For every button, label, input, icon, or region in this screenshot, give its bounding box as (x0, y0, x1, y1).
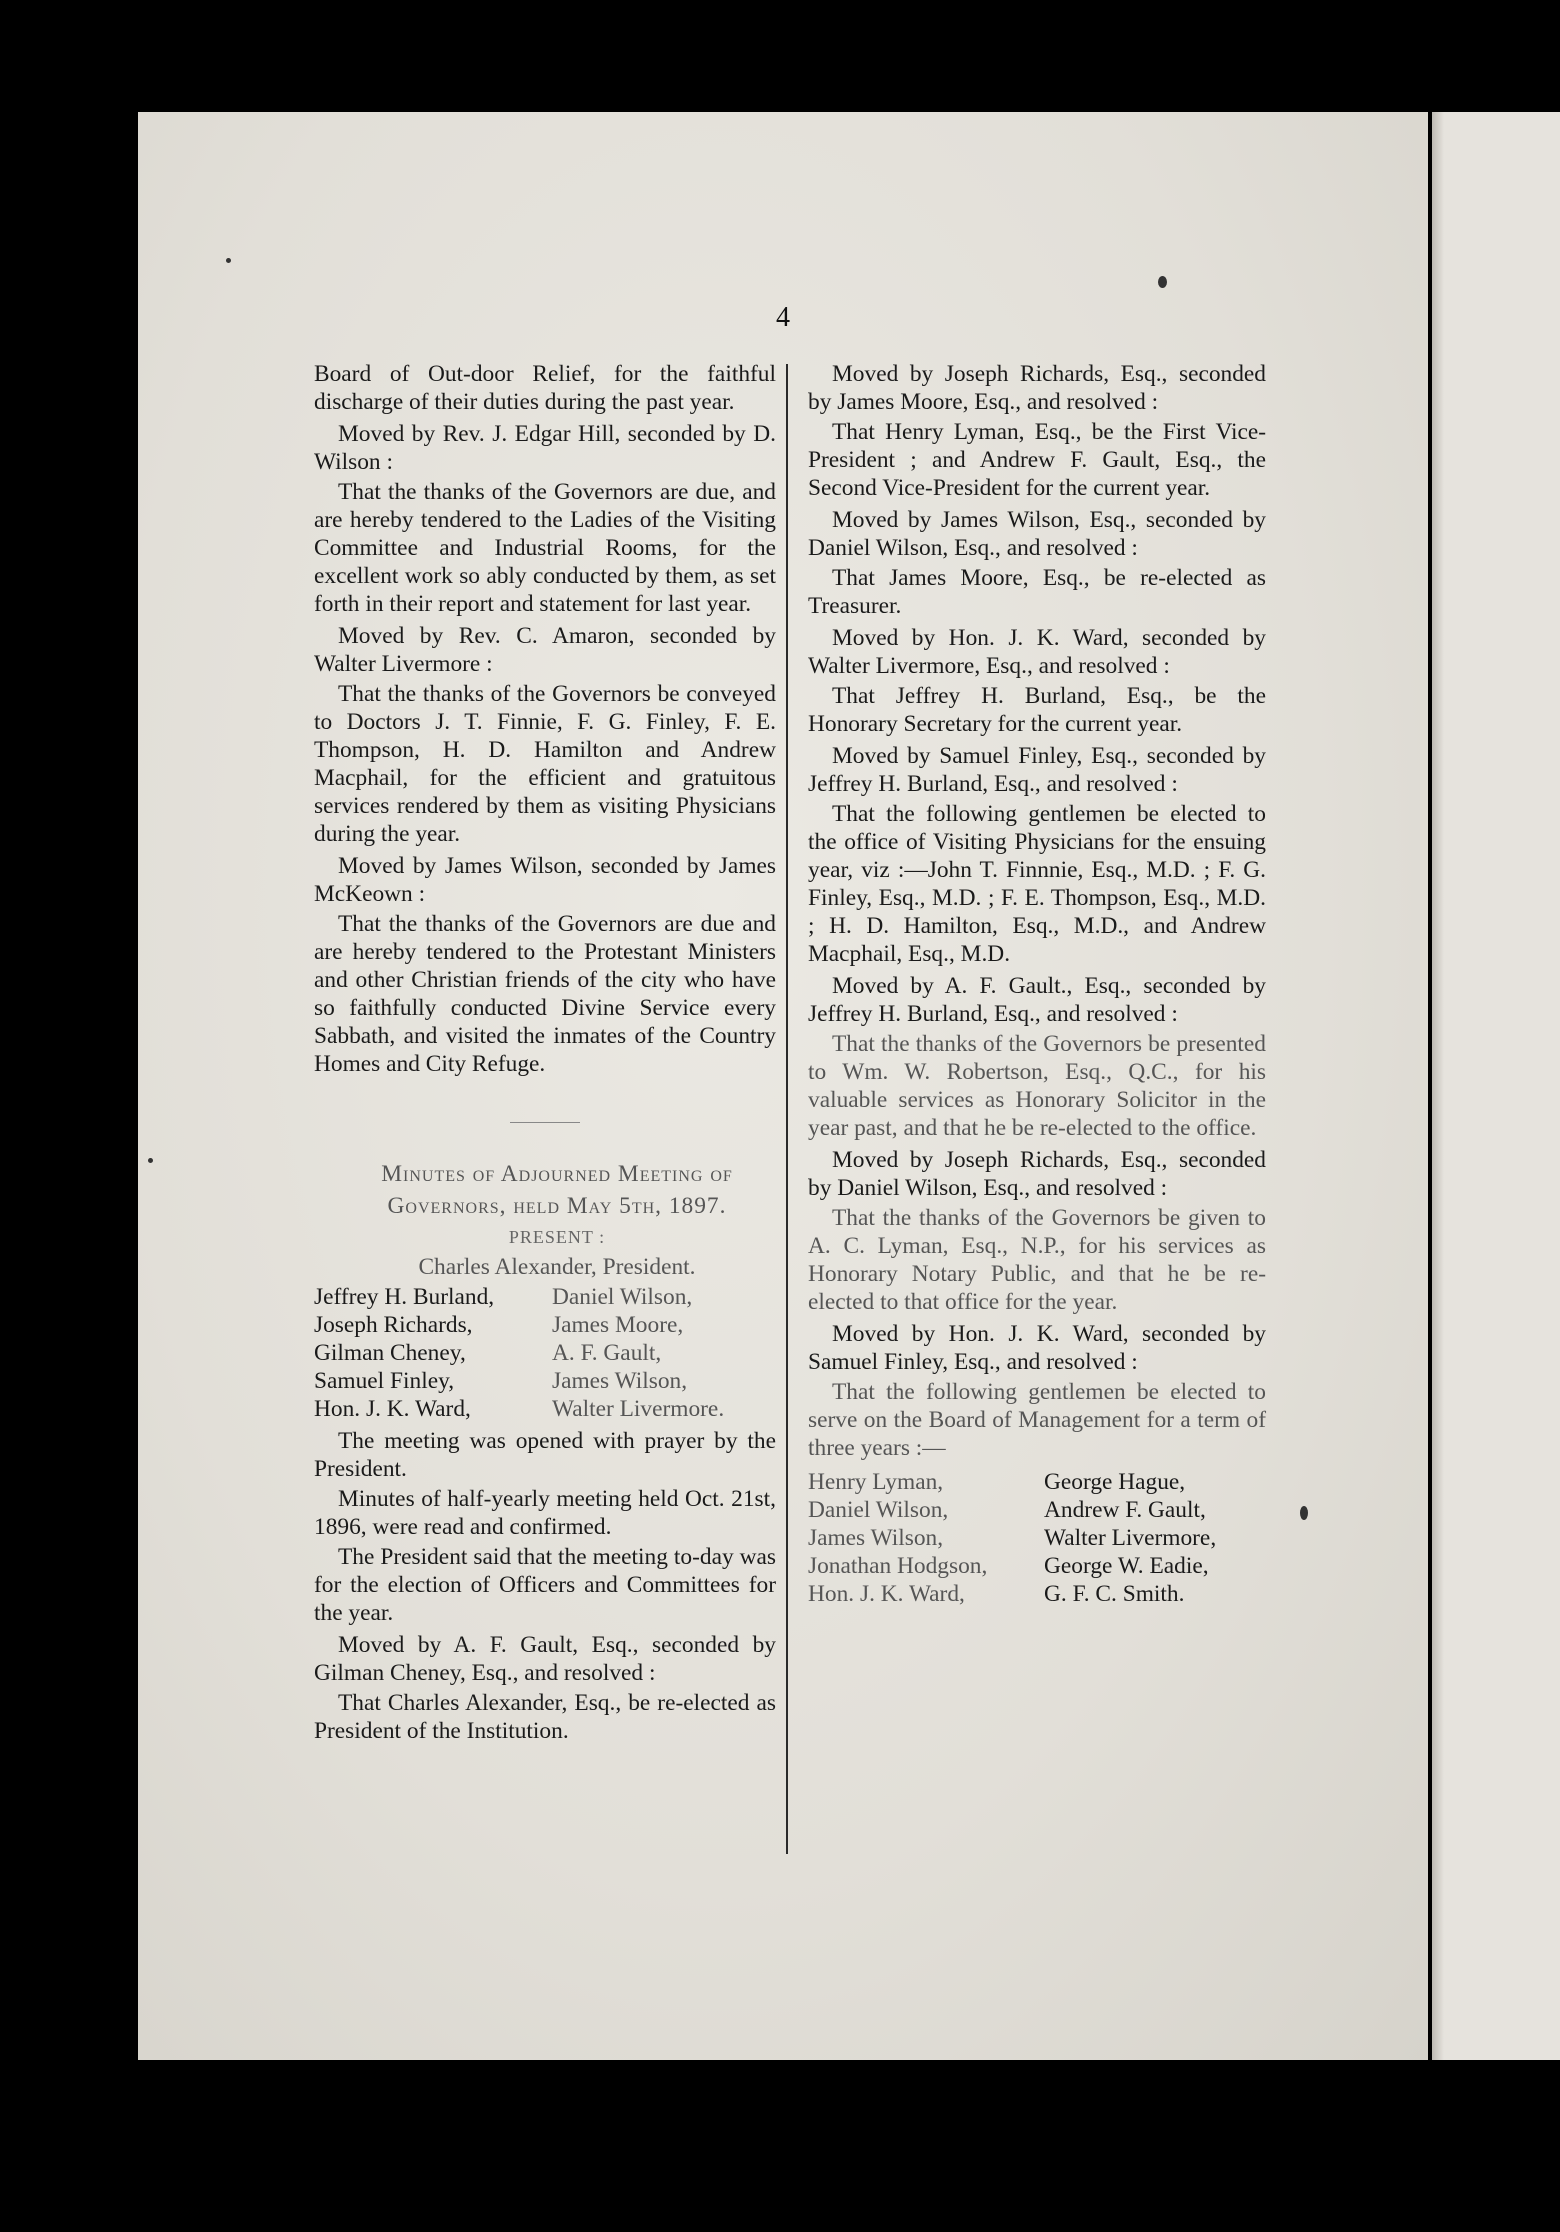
present-label: PRESENT : (508, 1227, 606, 1247)
resolution-paragraph: That Henry Lyman, Esq., be the First Vice-President ; and Andrew F. Gault, Esq., the Second Vice-President for the current year. (808, 419, 1266, 501)
present-name: James Wilson, (552, 1368, 688, 1394)
paragraph: The meeting was opened with prayer by the President. (314, 1428, 776, 1482)
resolution-paragraph: That the thanks of the Governors are due, and are hereby tendered to the Ladies of the Visiting Committee and Industrial Rooms, for the excellent work so ably conducted by them, as set forth in their report and statement for last year. (314, 479, 776, 617)
scan-speck (226, 258, 231, 263)
present-names-list (314, 1283, 776, 1423)
motion-line: Moved by A. F. Gault, Esq., seconded by Gilman Cheney, Esq., and resolved : (314, 1632, 776, 1686)
paragraph: Minutes of half-yearly meeting held Oct. 21st, 1896, were read and confirmed. (314, 1486, 776, 1540)
scan-speck (1158, 276, 1167, 288)
minutes-heading-line-2: Governors, held May 5th, 1897. (387, 1193, 727, 1219)
board-name: Andrew F. Gault, (1044, 1497, 1206, 1523)
right-column (808, 360, 1266, 1612)
present-name: Samuel Finley, (314, 1368, 455, 1394)
scan-speck (1300, 1506, 1308, 1520)
resolution-paragraph: That Jeffrey H. Burland, Esq., be the Honorary Secretary for the current year. (808, 683, 1266, 737)
motion-line: Moved by Hon. J. K. Ward, seconded by Walter Livermore, Esq., and resolved : (808, 625, 1266, 679)
present-name: James Moore, (552, 1312, 684, 1338)
present-name: Gilman Cheney, (314, 1340, 466, 1366)
board-name: George Hague, (1044, 1469, 1186, 1495)
board-name: Jonathan Hodgson, (808, 1553, 988, 1579)
motion-line: Moved by Hon. J. K. Ward, seconded by Samuel Finley, Esq., and resolved : (808, 1321, 1266, 1375)
board-name: Walter Livermore, (1044, 1525, 1217, 1551)
motion-line: Moved by Rev. C. Amaron, seconded by Walter Livermore : (314, 623, 776, 677)
present-name: A. F. Gault, (552, 1340, 662, 1366)
paragraph: Board of Out-door Relief, for the faithful discharge of their duties during the past year. (314, 361, 776, 415)
motion-line: Moved by A. F. Gault., Esq., seconded by Jeffrey H. Burland, Esq., and resolved : (808, 973, 1266, 1027)
column-divider (786, 364, 788, 1854)
president-line: Charles Alexander, President. (418, 1254, 696, 1280)
motion-line: Moved by Joseph Richards, Esq., seconded by James Moore, Esq., and resolved : (808, 361, 1266, 415)
motion-line: Moved by James Wilson, Esq., seconded by Daniel Wilson, Esq., and resolved : (808, 507, 1266, 561)
adjacent-page-edge (1432, 112, 1560, 2060)
motion-line: Moved by Samuel Finley, Esq., seconded by Jeffrey H. Burland, Esq., and resolved : (808, 743, 1266, 797)
present-name: Hon. J. K. Ward, (314, 1396, 471, 1422)
resolution-paragraph: That the thanks of the Governors be given to A. C. Lyman, Esq., N.P., for his services as Honorary Notary Public, and that he be re-elected to that office for the year. (808, 1205, 1266, 1315)
board-names-list (808, 1468, 1266, 1608)
paragraph: The President said that the meeting to-day was for the election of Officers and Committees for the year. (314, 1544, 776, 1626)
motion-line: Moved by Joseph Richards, Esq., seconded by Daniel Wilson, Esq., and resolved : (808, 1147, 1266, 1201)
motion-line: Moved by Rev. J. Edgar Hill, seconded by D. Wilson : (314, 421, 776, 475)
board-name: Hon. J. K. Ward, (808, 1581, 965, 1607)
resolution-paragraph: That James Moore, Esq., be re-elected as Treasurer. (808, 565, 1266, 619)
board-name: Henry Lyman, (808, 1469, 944, 1495)
resolution-paragraph: That the following gentlemen be elected to the office of Visiting Physicians for the ensuing year, viz :—John T. Finnnie, Esq., M.D. ; F. G. Finley, Esq., M.D. ; F. E. Thompson, Esq., M.D. ; H. D. Hamilton, Esq., M.D., and Andrew Macphail, Esq., M.D. (808, 801, 1266, 967)
present-name: Daniel Wilson, (552, 1284, 693, 1310)
resolution-paragraph: That the thanks of the Governors are due and are hereby tendered to the Protestant Ministers and other Christian friends of the city who have so faithfully conducted Divine Service every Sabbath, and visited the inmates of the Country Homes and City Refuge. (314, 911, 776, 1077)
page-number: 4 (776, 302, 790, 333)
board-name: James Wilson, (808, 1525, 944, 1551)
minutes-heading-line-1: Minutes of Adjourned Meeting of (381, 1161, 733, 1187)
board-name: Daniel Wilson, (808, 1497, 949, 1523)
board-name: G. F. C. Smith. (1044, 1581, 1185, 1607)
present-name: Joseph Richards, (314, 1312, 473, 1338)
resolution-paragraph: That the following gentlemen be elected to serve on the Board of Management for a term of three years :— (808, 1379, 1266, 1461)
resolution-paragraph: That Charles Alexander, Esq., be re-elected as President of the Institution. (314, 1690, 776, 1744)
board-name: George W. Eadie, (1044, 1553, 1209, 1579)
motion-line: Moved by James Wilson, seconded by James McKeown : (314, 853, 776, 907)
scan-speck (148, 1158, 153, 1163)
left-column (314, 360, 776, 1747)
resolution-paragraph: That the thanks of the Governors be conveyed to Doctors J. T. Finnie, F. G. Finley, F. E. Thompson, H. D. Hamilton and Andrew Macphail, for the efficient and gratuitous services rendered by them as visiting Physicians during the year. (314, 681, 776, 847)
resolution-paragraph: That the thanks of the Governors be presented to Wm. W. Robertson, Esq., Q.C., for his valuable services as Honorary Solicitor in the year past, and that he be re-elected to the office. (808, 1031, 1266, 1141)
section-rule (510, 1122, 580, 1123)
present-name: Walter Livermore. (552, 1396, 725, 1422)
present-name: Jeffrey H. Burland, (314, 1284, 495, 1310)
